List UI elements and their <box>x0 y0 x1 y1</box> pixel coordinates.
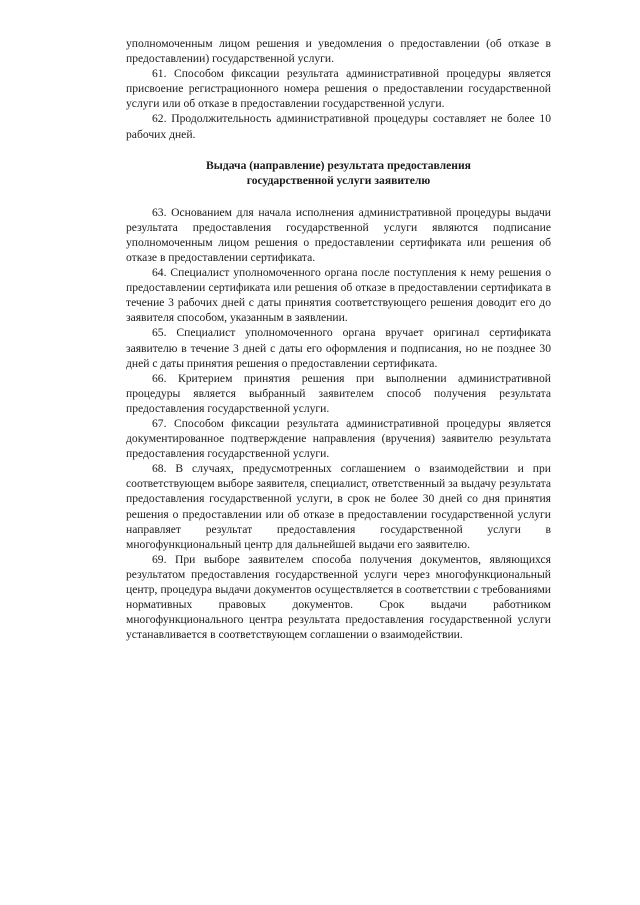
paragraph-66: 66. Критерием принятия решения при выполнении административной процедуры является выбранный заявителем способ получения результата предоставления государственной услуги. <box>126 371 551 415</box>
paragraph-63: 63. Основанием для начала исполнения административной процедуры выдачи результата предоставления государственной услуги являются подписание уполномоченным лицом решения о предоставлении сертификата или решения об отказе в предоставлении сертификата. <box>126 205 551 264</box>
paragraph-68: 68. В случаях, предусмотренных соглашением о взаимодействии и при соответствующем выборе заявителя, специалист, ответственный за выдачу результата предоставления государственной услуги, в срок не более 30 дней со дня принятия решения о предоставлении или об отказе в предоставлении государственной услуги направляет результат предоставления государственной услуги в многофункциональный центр для дальнейшей выдачи его заявителю. <box>126 462 551 551</box>
paragraph-65: 65. Специалист уполномоченного органа вручает оригинал сертификата заявителю в течение 3 дней с даты его оформления и подписания, но не позднее 30 дней с даты принятия решения о предоставлении сертификата. <box>126 326 551 370</box>
section-heading-line-1: Выдача (направление) результата предоставления <box>206 158 471 172</box>
paragraph-67: 67. Способом фиксации результата административной процедуры является документированное подтверждение направления (вручения) заявителю результата предоставления государственной услуги. <box>126 416 551 461</box>
section-heading <box>126 158 551 189</box>
paragraph-69: 69. При выборе заявителем способа получения документов, являющихся результатом предоставления государственной услуги через многофункциональный центр, процедура выдачи документов осуществляется в соответствии с требованиями нормативных правовых документов. Срок выдачи работником многофункционального центра результата предоставления государственной услуги устанавливается в соответствующем соглашении о взаимодействии. <box>126 552 551 642</box>
paragraph-62: 62. Продолжительность административной процедуры составляет не более 10 рабочих дней. <box>126 112 551 141</box>
document-page <box>126 36 551 642</box>
section-heading-line-2: государственной услуги заявителю <box>246 174 431 188</box>
paragraph-60-continuation: уполномоченным лицом решения и уведомления о предоставлении (об отказе в предоставлении) государственной услуги. <box>126 37 551 66</box>
paragraph-64: 64. Специалист уполномоченного органа после поступления к нему решения о предоставлении сертификата или решения об отказе в предоставлении сертификата в течение 3 рабочих дней с даты принятия соответствующего решения доводит его до заявителя способом, указанным в заявлении. <box>126 266 551 325</box>
paragraph-61: 61. Способом фиксации результата административной процедуры является присвоение регистрационного номера решения о предоставлении государственной услуги или об отказе в предоставлении государственной услуги. <box>126 67 551 111</box>
